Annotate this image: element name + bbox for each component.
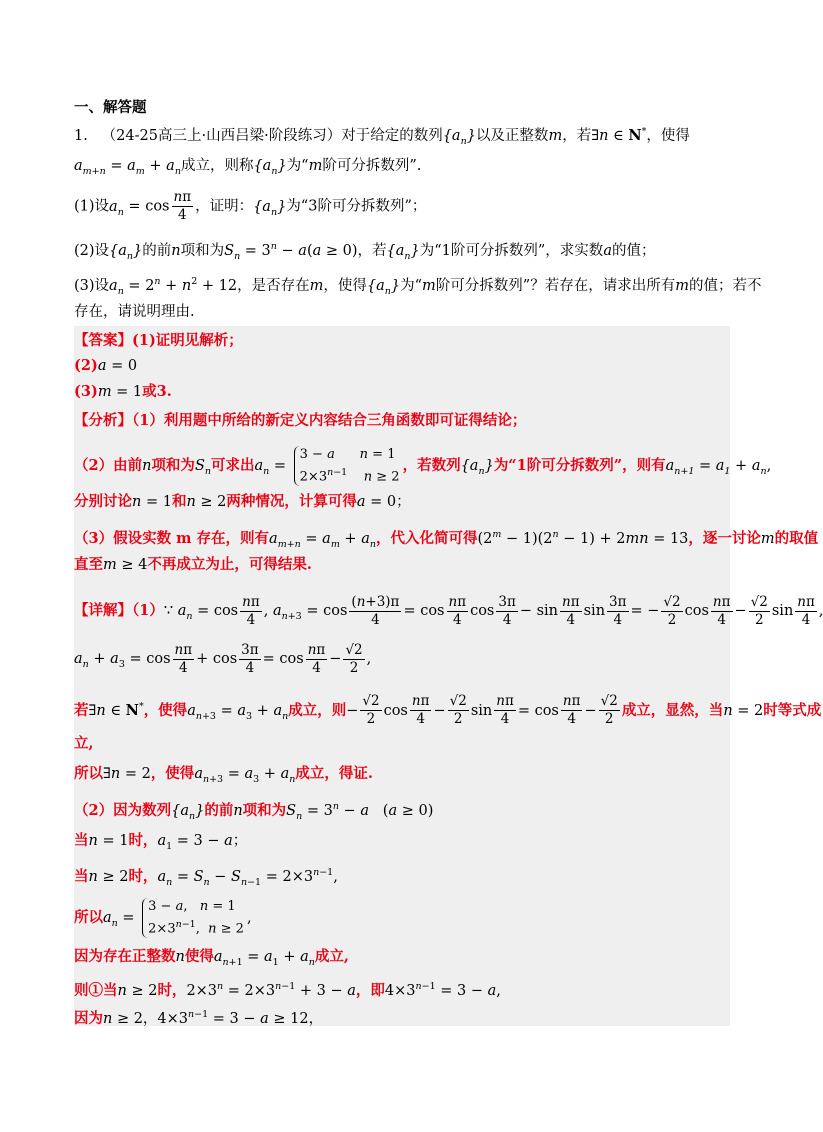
detail-line-7: 当n ≥ 2时，$a_n = S_n - S_{n-1} = 2\times 3^{n-1}$, — [74, 867, 338, 888]
answer-line-1: 【答案】(1)证明见解析； — [74, 332, 243, 349]
detail-line-10: 则①当n ≥ 2时，$2\times 3^n = 2\times 3^{n-1} + 3 - a$，即$4\times 3^{n-1} = 3 - a$, — [74, 981, 501, 999]
detail-line-3: 若∃n ∈ N*，使得$a_{n+3} = a_3 + a_n$成立，则− $\frac{√2}{2}$ cos $\frac{n\pi}{4}$ − $\frac{√2}{2}$ sin $\frac{n\pi}{4}$ = cos $\frac{n\pi}{4}$ − $\frac{√2}{2}$ 成立，显然，当n = 2时等式成 — [74, 693, 822, 728]
detail-line-8: 所以$a_n$ = 3 − a, n = 1 $2\times 3^{n-1}$, n ≥ 2 , — [74, 898, 252, 937]
problem-line-1: 1. （24-25高三上·山西吕梁·阶段练习）对于给定的数列$\{a_n\}$以及正整数m，若∃n ∈ N*，使得 — [74, 126, 690, 147]
detail-line-9: 因为存在正整数n使得$a_{n+1} = a_1 + a_n$成立, — [74, 948, 349, 968]
analysis-line-4: （3）假设实数 m 存在，则有$a_{m+n} = a_m + a_n$，代入化简可得$(2^m - 1)(2^n - 1) + 2mn = 13$，逐一讨论m的取值 — [74, 529, 819, 550]
detail-line-5: （2）因为数列$\{a_n\}$的前n项和为$S_n = 3^n - a$ (a ≥ 0) — [74, 801, 434, 822]
detail-line-1: 【详解】（1）∵ $a_n = \cos$ $\frac{n\pi}{4}$ , $a_{n+3} = \cos$ $\frac{(n+3)\pi}{4}$ = cos $\frac{n\pi}{4}$ cos $\frac{3\pi}{4}$ − sin $\frac{n\pi}{4}$ sin $\frac{3\pi}{4}$ = − $\frac{√2}{2}$ cos $\frac{n\pi}{4}$ − $\frac{√2}{2}$ sin $\frac{n\pi}{4}$ — [74, 593, 815, 628]
answer-label: 【答案】 — [74, 332, 132, 349]
answer-line-2: (2)a = 0 — [74, 357, 138, 374]
analysis-line-3: 分别讨论n = 1和n ≥ 2两种情况，计算可得a = 0； — [74, 493, 411, 510]
question-1: (1)设$a_n = \cos$ $\frac{n\pi}{4}$ ，证明：$\{a_n\}$为“3阶可分拆数列”； — [74, 189, 427, 223]
question-3: (3)设$a_n = 2^n + n^2 + 12$，是否存在m，使得$\{a_n\}$为“m阶可分拆数列”？若存在，请求出所有m的值；若不 — [74, 276, 762, 297]
detail-line-4: 所以∃n = 2，使得$a_{n+3} = a_3 + a_n$成立，得证. — [74, 765, 373, 785]
problem-line-2: $a_{m+n} = a_m + a_n$成立，则称$\{a_n\}$为“m阶可分拆数列”. — [74, 158, 422, 177]
detail-label: 【详解】 — [74, 602, 132, 619]
section-title: 一、解答题 — [74, 99, 147, 116]
problem-number: 1. — [74, 127, 88, 144]
detail-line-3b: 立, — [74, 735, 94, 752]
question-2: (2)设$\{a_n\}$的前n项和为$S_n = 3^n - a(a \ge 0)$，若$\{a_n\}$为“1阶可分拆数列”，求实数a的值； — [74, 241, 656, 262]
analysis-label: 【分析】 — [74, 412, 132, 429]
problem-source: （24-25高三上·山西吕梁·阶段练习） — [101, 127, 342, 144]
analysis-line-2: （2）由前n项和为$S_n$可求出$a_n$ = 3 − a n = 1 $2\times 3^{n-1}$ n ≥ 2 ，若数列$\{a_n\}$为“1阶可分拆数列”，则有$a_{n+1} = a_1 + a_n$, — [74, 447, 772, 485]
detail-line-2: $a_n + a_3 = \cos$ $\frac{n\pi}{4}$ + cos $\frac{3\pi}{4}$ = cos $\frac{n\pi}{4}$ − $\frac{√2}{2}$ , — [74, 641, 372, 676]
detail-line-6: 当n = 1时，$a_1 = 3 - a$； — [74, 832, 248, 852]
question-3-cont: 存在，请说明理由. — [74, 304, 195, 320]
detail-line-11: 因为n ≥ 2，$4\times 3^{n-1} = 3 - a \ge 12$， — [74, 1009, 324, 1027]
analysis-line-5: 直至m ≥ 4不再成立为止，可得结果. — [74, 556, 312, 573]
answer-line-3: (3)m = 1或3. — [74, 383, 172, 400]
analysis-line-1: 【分析】（1）利用题中所给的新定义内容结合三角函数即可证得结论； — [74, 412, 527, 429]
